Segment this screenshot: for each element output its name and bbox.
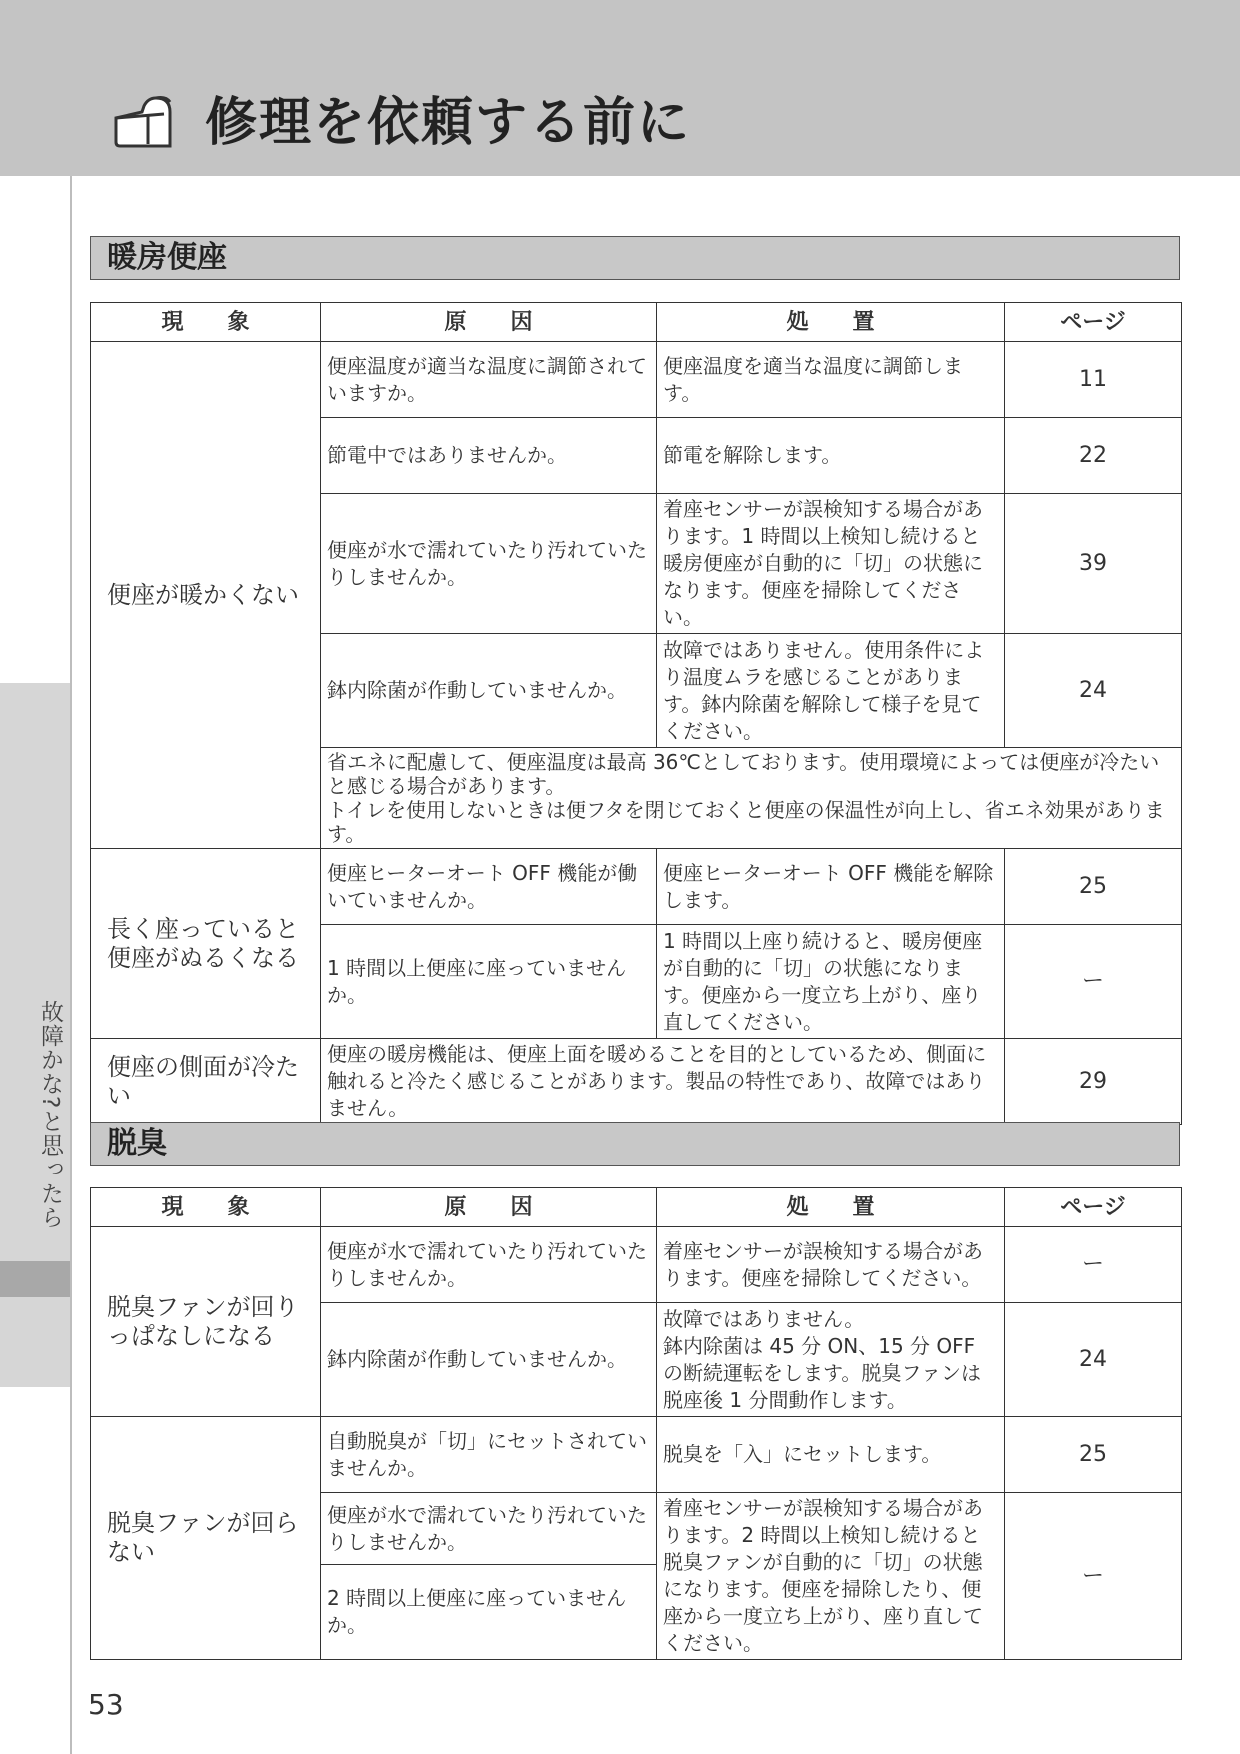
remedy-line: 故障ではありません。 [663, 1306, 865, 1331]
page-ref-cell: 22 [1005, 418, 1182, 494]
page-ref-cell: 11 [1005, 342, 1182, 418]
cause-cell: 便座ヒーターオート OFF 機能が働いていませんか。 [321, 849, 657, 925]
column-header-remedy: 処 置 [657, 303, 1005, 342]
note-cell [321, 748, 1182, 849]
section-heading-text: 暖房便座 [107, 240, 227, 275]
page-ref-cell: ー [1005, 1227, 1182, 1303]
cause-cell: 便座の暖房機能は、便座上面を暖めることを目的としているため、側面に触れると冷たく感じることがあります。製品の特性であり、故障ではありません。 [321, 1039, 1005, 1125]
section-heading-heated-seat [90, 236, 1180, 280]
symptom-cell: 長く座っていると便座がぬるくなる [91, 849, 321, 1039]
remedy-cell: 便座ヒーターオート OFF 機能を解除します。 [657, 849, 1005, 925]
column-header-page: ページ [1005, 1188, 1182, 1227]
symptom-cell: 脱臭ファンが回らない [91, 1417, 321, 1660]
deodorizer-table [90, 1187, 1182, 1660]
column-header-page: ページ [1005, 303, 1182, 342]
table-row [91, 1039, 1182, 1125]
table-row [91, 849, 1182, 925]
side-rule [70, 176, 72, 1754]
cause-cell: 節電中ではありませんか。 [321, 418, 657, 494]
remedy-cell: 着座センサーが誤検知する場合があります。1 時間以上検知し続けると暖房便座が自動的に「切」の状態になります。便座を掃除してください。 [657, 494, 1005, 634]
cause-cell: 便座が水で濡れていたり汚れていたりしませんか。 [321, 494, 657, 634]
column-header-remedy: 処 置 [657, 1188, 1005, 1227]
page-ref-cell: 25 [1005, 849, 1182, 925]
table-header-row [91, 1188, 1182, 1227]
section-heading-deodorizer [90, 1122, 1180, 1166]
page-ref-cell: ー [1005, 1493, 1182, 1660]
table-header-row [91, 303, 1182, 342]
page-ref-cell: ー [1005, 925, 1182, 1039]
page-ref-cell: 24 [1005, 1303, 1182, 1417]
remedy-line: 鉢内除菌は 45 分 ON、15 分 OFF の断続運転をします。脱臭ファンは脱座後 1 分間動作します。 [663, 1333, 981, 1412]
cause-cell: 鉢内除菌が作動していませんか。 [321, 634, 657, 748]
column-header-symptom: 現 象 [91, 1188, 321, 1227]
side-tab-label: 故障かな?と思ったら [37, 1000, 63, 1230]
remedy-cell: 着座センサーが誤検知する場合があります。便座を掃除してください。 [657, 1227, 1005, 1303]
page-title: 修理を依頼する前に [205, 93, 692, 153]
table-row [91, 1227, 1182, 1303]
symptom-cell: 便座の側面が冷たい [91, 1039, 321, 1125]
page-ref-cell: 25 [1005, 1417, 1182, 1493]
symptom-cell: 脱臭ファンが回りっぱなしになる [91, 1227, 321, 1417]
table-row [91, 342, 1182, 418]
note-line: 省エネに配慮して、便座温度は最高 36℃としております。使用環境によっては便座が冷たいと感じる場合があります。 [327, 750, 1160, 798]
column-header-symptom: 現 象 [91, 303, 321, 342]
toilet-seat-icon [108, 90, 180, 152]
cause-cell: 便座温度が適当な温度に調節されていますか。 [321, 342, 657, 418]
side-tab-marker [0, 1261, 70, 1297]
cause-cell: 2 時間以上便座に座っていませんか。 [321, 1565, 657, 1660]
remedy-cell: 節電を解除します。 [657, 418, 1005, 494]
cause-cell: 1 時間以上便座に座っていませんか。 [321, 925, 657, 1039]
column-header-cause: 原 因 [321, 1188, 657, 1227]
remedy-cell: 故障ではありません。使用条件により温度ムラを感じることがあります。鉢内除菌を解除して様子を見てください。 [657, 634, 1005, 748]
side-tab-lower [0, 1297, 70, 1387]
remedy-cell: 1 時間以上座り続けると、暖房便座が自動的に「切」の状態になります。便座から一度立ち上がり、座り直してください。 [657, 925, 1005, 1039]
section-heading-text: 脱臭 [107, 1126, 167, 1161]
cause-cell: 便座が水で濡れていたり汚れていたりしませんか。 [321, 1227, 657, 1303]
note-line: トイレを使用しないときは便フタを閉じておくと便座の保温性が向上し、省エネ効果があります。 [327, 798, 1165, 846]
heated-seat-table [90, 302, 1182, 1125]
column-header-cause: 原 因 [321, 303, 657, 342]
symptom-cell: 便座が暖かくない [91, 342, 321, 849]
table-row [91, 1417, 1182, 1493]
page-ref-cell: 39 [1005, 494, 1182, 634]
page-ref-cell: 29 [1005, 1039, 1182, 1125]
cause-cell: 鉢内除菌が作動していませんか。 [321, 1303, 657, 1417]
remedy-cell: 脱臭を「入」にセットします。 [657, 1417, 1005, 1493]
page-ref-cell: 24 [1005, 634, 1182, 748]
cause-cell: 便座が水で濡れていたり汚れていたりしませんか。 [321, 1493, 657, 1565]
remedy-cell: 着座センサーが誤検知する場合があります。2 時間以上検知し続けると脱臭ファンが自動的に「切」の状態になります。便座を掃除したり、便座から一度立ち上がり、座り直してください。 [657, 1493, 1005, 1660]
cause-cell: 自動脱臭が「切」にセットされていませんか。 [321, 1417, 657, 1493]
remedy-cell [657, 1303, 1005, 1417]
page-number: 53 [88, 1688, 124, 1721]
remedy-cell: 便座温度を適当な温度に調節します。 [657, 342, 1005, 418]
